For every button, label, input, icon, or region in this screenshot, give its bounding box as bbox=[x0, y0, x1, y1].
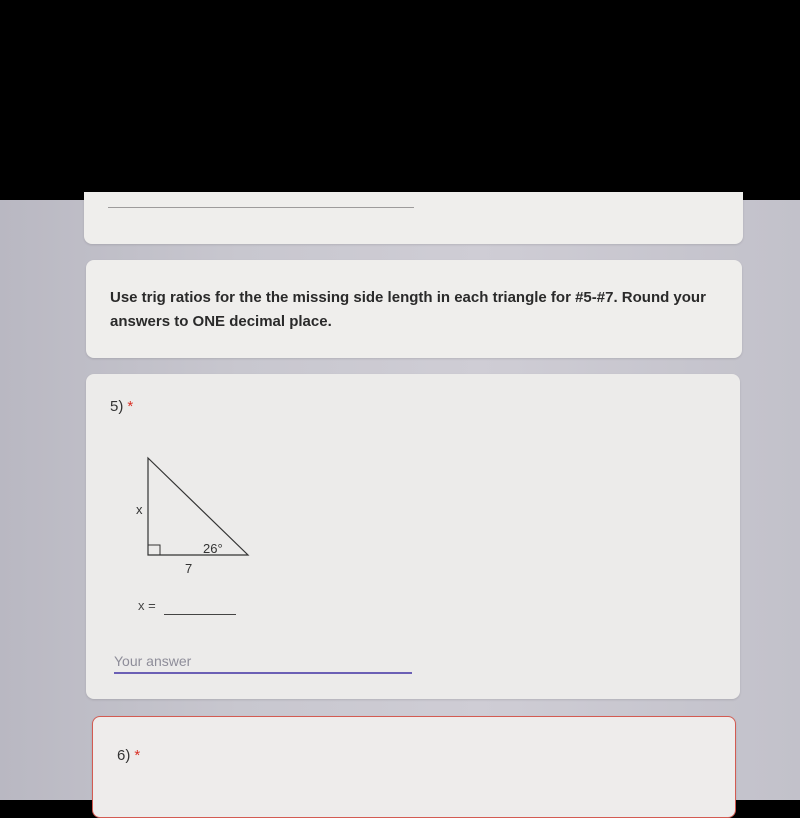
triangle-shape bbox=[148, 458, 248, 555]
instructions-card bbox=[86, 260, 742, 358]
x-equals-blank-line bbox=[164, 614, 236, 615]
base-length-label: 7 bbox=[185, 561, 193, 576]
question-number: 5) bbox=[110, 398, 124, 415]
question-5-card bbox=[86, 374, 740, 699]
instructions-text: Use trig ratios for the the missing side length in each triangle for #5-#7. Round your answers to ONE decimal place. bbox=[110, 289, 706, 330]
x-equals-prompt: x = bbox=[138, 598, 156, 613]
question-6-label bbox=[117, 747, 140, 764]
angle-label: 26° bbox=[203, 541, 223, 556]
previous-question-card bbox=[84, 192, 743, 244]
right-angle-marker bbox=[148, 545, 160, 555]
required-asterisk: * bbox=[127, 398, 134, 415]
side-x-label: x bbox=[136, 502, 143, 517]
dark-bezel bbox=[0, 0, 800, 200]
previous-answer-underline bbox=[108, 207, 414, 208]
answer-input[interactable] bbox=[114, 650, 412, 674]
required-asterisk: * bbox=[134, 747, 141, 764]
question-number: 6) bbox=[117, 747, 131, 764]
question-6-card bbox=[92, 716, 736, 818]
